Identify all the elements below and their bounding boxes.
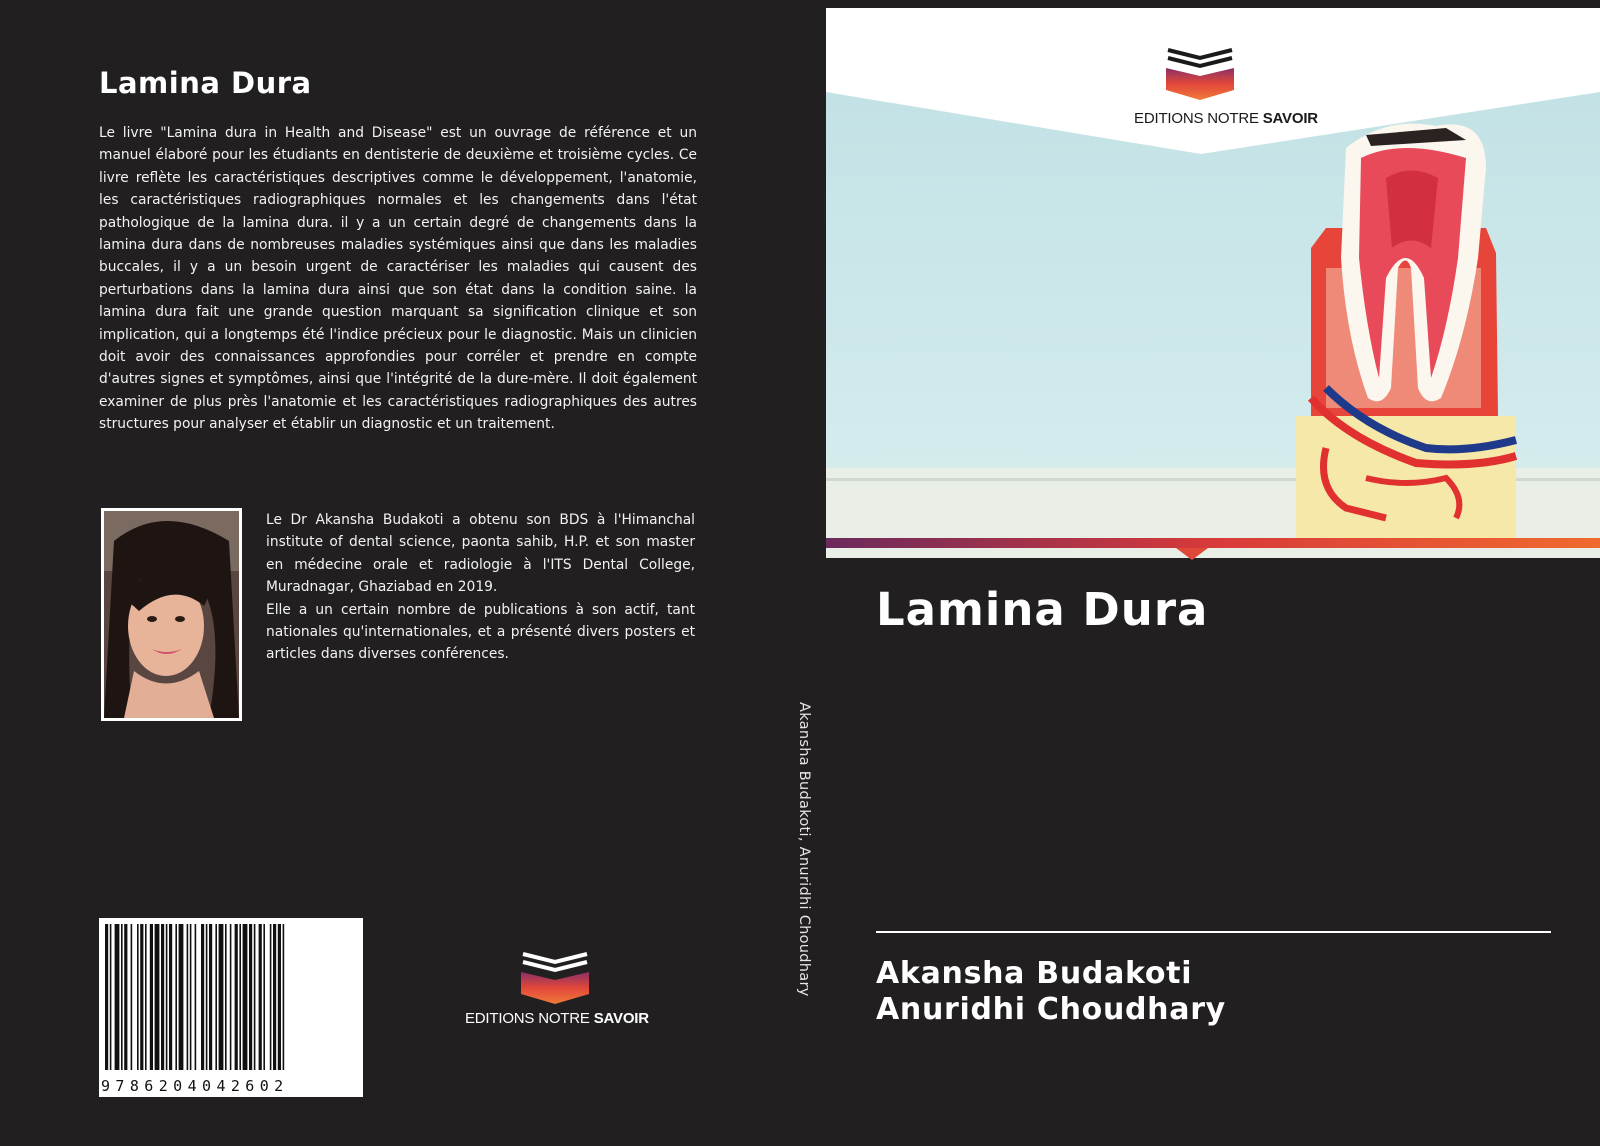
cover-image — [826, 8, 1600, 568]
publisher-name-bold: SAVOIR — [1262, 110, 1318, 127]
barcode-bars — [99, 918, 363, 1078]
publisher-name-light: EDITIONS NOTRE — [465, 1010, 590, 1027]
isbn-digits: 9786204042602 — [101, 1077, 289, 1095]
author-bio — [266, 509, 695, 666]
spine-authors: Akansha Budakoti, Anuridhi Choudhary — [796, 702, 812, 997]
title-divider — [876, 931, 1551, 933]
front-cover — [826, 8, 1600, 1146]
author-name: Akansha Budakoti — [876, 956, 1193, 991]
book-blurb: Le livre "Lamina dura in Health and Disease" est un ouvrage de référence et un manuel élaboré pour les étudiants en dentisterie de deuxième et troisième cycles. Ce livre reflète les caractéristiques descriptives comme le développement, l'anatomie, les caractéristiques radiographiques normales et les changements dans l'état pathologique de la lamina dura. il y a un certain degré de changements dans la lamina dura dans de nombreuses maladies systémiques ainsi que dans les maladies buccales, il y a un besoin urgent de caractériser les maladies qui causent des perturbations dans la lamina dura ainsi que son état dans la condition saine. la lamina dura fait une grande question marquant sa signification clinique et son implication, qui a longtemps été l'indice précieux pour le diagnostic. Mais un clinicien doit avoir des connaissances approfondies pour corréler et prendre en compte d'autres signes et symptômes, ainsi que l'intégrité de la dure-mère. Il doit également examiner de plus près l'anatomie et les caractéristiques radiographiques des autres structures pour analyser et établir un diagnostic et un traitement. — [99, 125, 697, 433]
back-cover — [0, 0, 790, 1146]
publisher-name-light: EDITIONS NOTRE — [1134, 110, 1259, 127]
bio-paragraph: Elle a un certain nombre de publications à son actif, tant nationales qu'internationales, et a présenté divers posters et articles dans diverses conférences. — [266, 601, 695, 663]
front-cover-title: Lamina Dura — [876, 583, 1209, 636]
tooth-anatomy-model — [826, 8, 1600, 568]
back-publisher-logo — [465, 948, 649, 1027]
isbn-barcode — [99, 918, 363, 1097]
front-publisher-name — [1091, 110, 1361, 127]
front-cover-authors — [876, 956, 1226, 1028]
publisher-name-bold: SAVOIR — [593, 1010, 649, 1027]
front-publisher-logo — [1091, 110, 1361, 127]
author-name: Anuridhi Choudhary — [876, 992, 1226, 1027]
bio-paragraph: Le Dr Akansha Budakoti a obtenu son BDS à l'Himanchal institute of dental science, paonta sahib, H.P. et son master en médecine orale et radiologie à l'ITS Dental College, Muradnagar, Ghaziabad en 2019. — [266, 512, 695, 596]
back-publisher-name — [465, 1010, 649, 1027]
author-photo — [101, 508, 242, 721]
back-cover-title: Lamina Dura — [99, 66, 312, 100]
stacked-book-icon — [519, 948, 591, 1006]
